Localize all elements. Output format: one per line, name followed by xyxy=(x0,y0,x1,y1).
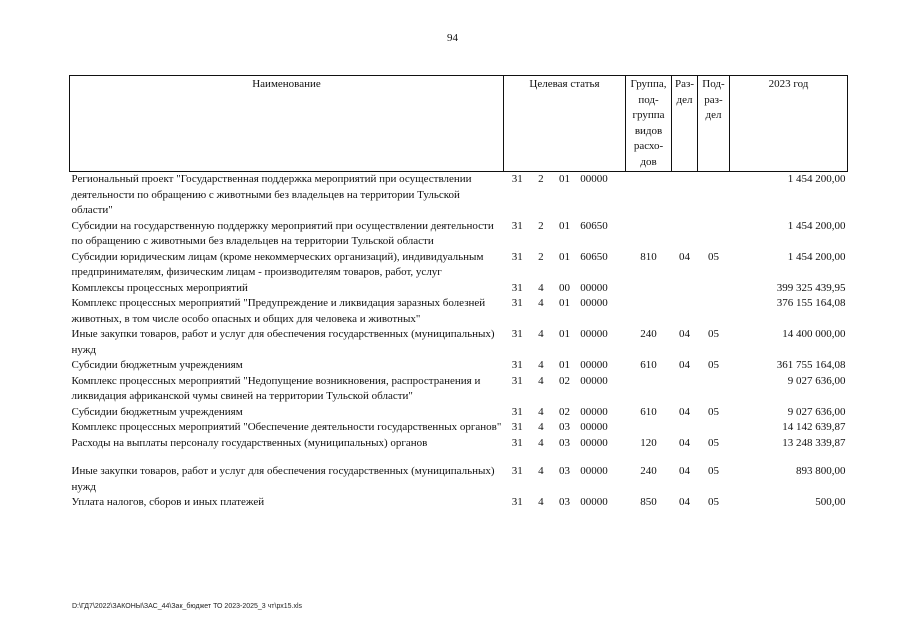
target-article-part-c: 03 xyxy=(558,496,570,508)
table-row xyxy=(70,327,848,358)
row-amount: 14 400 000,00 xyxy=(782,328,846,340)
row-expense-group xyxy=(626,281,672,297)
table-row xyxy=(70,219,848,250)
row-target-article xyxy=(504,358,626,374)
table-row xyxy=(70,358,848,374)
target-article-part-a: 31 xyxy=(511,496,523,508)
table-row xyxy=(70,172,848,219)
target-article-part-d: 00000 xyxy=(580,359,608,371)
row-subsection xyxy=(698,219,730,250)
target-article-part-b: 4 xyxy=(538,297,544,309)
target-article-part-c: 02 xyxy=(558,374,570,387)
table-row xyxy=(70,436,848,465)
row-expense-group xyxy=(626,296,672,327)
row-subsection: 05 xyxy=(708,359,719,371)
target-article-part-b: 2 xyxy=(538,173,544,185)
table-header-row xyxy=(70,76,848,172)
file-path-footer: D:\ГД7\2022\ЗАКОНЫ\ЗАС_44\Зак_бюджет ТО 2023-2025_3 чт\рх15.xls xyxy=(72,603,303,610)
row-section: 04 xyxy=(679,496,690,508)
row-expense-group: 810 xyxy=(640,250,657,263)
target-article-part-d: 00000 xyxy=(580,405,608,418)
row-name: Комплекс процессных мероприятий "Недопущение возникновения, распространения и ликвидация африканской чумы свиней на территории Тульской области" xyxy=(71,374,481,402)
row-subsection xyxy=(698,296,730,327)
row-amount: 9 027 636,00 xyxy=(787,374,846,387)
row-section xyxy=(672,172,698,219)
target-article-part-b: 4 xyxy=(538,328,544,340)
target-article-part-a: 31 xyxy=(511,436,523,449)
target-article-part-d: 00000 xyxy=(580,465,608,477)
target-article-part-c: 00 xyxy=(558,281,570,294)
row-name: Региональный проект "Государственная поддержка мероприятий при осуществлении деятельности по обращению с животными без владельцев на территории Тульской области" xyxy=(71,173,472,216)
row-section: 04 xyxy=(679,436,690,449)
target-article-part-d: 60650 xyxy=(580,250,608,263)
target-article-part-a: 31 xyxy=(511,281,523,294)
row-name: Субсидии на государственную поддержку мероприятий при осуществлении деятельности по обращению с животными без владельцев на территории Тульской области xyxy=(71,219,494,247)
target-article-part-c: 01 xyxy=(558,173,570,185)
row-expense-group: 610 xyxy=(640,405,657,418)
row-expense-group: 610 xyxy=(640,359,657,371)
row-subsection: 05 xyxy=(708,465,719,477)
header-subsection: Под- раз- дел xyxy=(698,76,730,172)
row-target-article xyxy=(504,250,626,281)
row-subsection: 05 xyxy=(708,250,719,263)
target-article-part-b: 4 xyxy=(538,374,544,387)
row-target-article xyxy=(504,327,626,358)
row-amount: 1 454 200,00 xyxy=(787,173,846,185)
table-row xyxy=(70,374,848,405)
table-row xyxy=(70,464,848,495)
row-amount: 893 800,00 xyxy=(796,465,846,477)
row-expense-group: 240 xyxy=(640,328,657,340)
row-name: Комплекс процессных мероприятий "Предупреждение и ликвидация заразных болезней животных, в том числе особо опасных и общих для человека и животных" xyxy=(71,297,486,325)
target-article-part-b: 2 xyxy=(538,250,544,263)
row-target-article xyxy=(504,464,626,495)
page-number: 94 xyxy=(447,32,458,44)
row-section: 04 xyxy=(679,465,690,477)
row-subsection: 05 xyxy=(708,405,719,418)
row-subsection: 05 xyxy=(708,496,719,508)
target-article-part-c: 03 xyxy=(558,465,570,477)
row-name: Комплексы процессных мероприятий xyxy=(71,281,248,294)
row-amount: 1 454 200,00 xyxy=(787,250,846,263)
row-section xyxy=(672,296,698,327)
row-name: Иные закупки товаров, работ и услуг для обеспечения государственных (муниципальных) нужд xyxy=(71,465,495,493)
target-article-part-b: 4 xyxy=(538,421,544,433)
row-section: 04 xyxy=(679,250,690,263)
row-target-article xyxy=(504,405,626,421)
row-subsection xyxy=(698,172,730,219)
row-amount: 13 248 339,87 xyxy=(782,436,846,449)
row-section xyxy=(672,420,698,436)
target-article-part-c: 01 xyxy=(558,219,570,232)
target-article-part-a: 31 xyxy=(511,250,523,263)
table-row xyxy=(70,495,848,511)
row-amount: 1 454 200,00 xyxy=(787,219,846,232)
target-article-part-c: 03 xyxy=(558,436,570,449)
target-article-part-a: 31 xyxy=(511,465,523,477)
target-article-part-c: 01 xyxy=(558,359,570,371)
row-name: Субсидии юридическим лицам (кроме некоммерческих организаций), индивидуальным предпринимателям, физическим лицам - производителям товаров, работ, услуг xyxy=(71,250,484,278)
row-expense-group xyxy=(626,219,672,250)
row-target-article xyxy=(504,219,626,250)
target-article-part-b: 4 xyxy=(538,405,544,418)
table-row xyxy=(70,281,848,297)
target-article-part-d: 00000 xyxy=(580,173,608,185)
table-row xyxy=(70,420,848,436)
target-article-part-b: 2 xyxy=(538,219,544,232)
row-expense-group: 120 xyxy=(640,436,657,449)
target-article-part-b: 4 xyxy=(538,359,544,371)
row-target-article xyxy=(504,281,626,297)
target-article-part-c: 03 xyxy=(558,421,570,433)
row-subsection: 05 xyxy=(708,436,719,449)
row-subsection xyxy=(698,374,730,405)
row-subsection: 05 xyxy=(708,328,719,340)
target-article-part-a: 31 xyxy=(511,173,523,185)
row-name: Расходы на выплаты персоналу государственных (муниципальных) органов xyxy=(71,436,428,449)
row-section xyxy=(672,374,698,405)
row-subsection xyxy=(698,420,730,436)
row-expense-group: 240 xyxy=(640,465,657,477)
target-article-part-d: 00000 xyxy=(580,496,608,508)
row-target-article xyxy=(504,420,626,436)
row-amount: 361 755 164,08 xyxy=(776,359,846,371)
row-section: 04 xyxy=(679,359,690,371)
table-row xyxy=(70,296,848,327)
row-name: Субсидии бюджетным учреждениям xyxy=(71,405,243,418)
table-row xyxy=(70,250,848,281)
target-article-part-a: 31 xyxy=(511,328,523,340)
row-expense-group xyxy=(626,420,672,436)
row-section xyxy=(672,219,698,250)
target-article-part-c: 01 xyxy=(558,297,570,309)
row-expense-group: 850 xyxy=(640,496,657,508)
target-article-part-d: 00000 xyxy=(580,436,608,449)
target-article-part-b: 4 xyxy=(538,281,544,294)
table-row xyxy=(70,405,848,421)
target-article-part-a: 31 xyxy=(511,405,523,418)
target-article-part-b: 4 xyxy=(538,436,544,449)
target-article-part-a: 31 xyxy=(511,219,523,232)
row-target-article xyxy=(504,374,626,405)
row-name: Субсидии бюджетным учреждениям xyxy=(71,359,243,371)
row-amount: 399 325 439,95 xyxy=(776,281,846,294)
row-target-article xyxy=(504,296,626,327)
budget-table xyxy=(69,75,848,511)
row-subsection xyxy=(698,281,730,297)
target-article-part-a: 31 xyxy=(511,297,523,309)
header-year: 2023 год xyxy=(730,76,848,172)
target-article-part-d: 00000 xyxy=(580,281,608,294)
row-amount: 14 142 639,87 xyxy=(782,421,846,433)
row-amount: 9 027 636,00 xyxy=(787,405,846,418)
row-expense-group xyxy=(626,374,672,405)
row-target-article xyxy=(504,436,626,465)
row-section xyxy=(672,281,698,297)
row-section: 04 xyxy=(679,405,690,418)
header-target-article: Целевая статья xyxy=(504,76,626,172)
target-article-part-a: 31 xyxy=(511,421,523,433)
target-article-part-b: 4 xyxy=(538,496,544,508)
target-article-part-a: 31 xyxy=(511,374,523,387)
row-name: Уплата налогов, сборов и иных платежей xyxy=(71,496,265,508)
row-section: 04 xyxy=(679,328,690,340)
target-article-part-d: 00000 xyxy=(580,297,608,309)
header-expense-group: Группа, под- группа видов расхо- дов xyxy=(626,76,672,172)
row-expense-group xyxy=(626,172,672,219)
target-article-part-d: 00000 xyxy=(580,374,608,387)
target-article-part-d: 00000 xyxy=(580,328,608,340)
header-name: Наименование xyxy=(70,76,504,172)
row-name: Иные закупки товаров, работ и услуг для обеспечения государственных (муниципальных) нужд xyxy=(71,328,495,356)
target-article-part-c: 02 xyxy=(558,405,570,418)
target-article-part-a: 31 xyxy=(511,359,523,371)
row-amount: 500,00 xyxy=(815,496,846,508)
target-article-part-d: 60650 xyxy=(580,219,608,232)
row-name: Комплекс процессных мероприятий "Обеспечение деятельности государственных органов" xyxy=(71,421,502,433)
row-amount: 376 155 164,08 xyxy=(776,297,846,309)
target-article-part-d: 00000 xyxy=(580,421,608,433)
target-article-part-c: 01 xyxy=(558,250,570,263)
row-target-article xyxy=(504,495,626,511)
target-article-part-b: 4 xyxy=(538,465,544,477)
row-target-article xyxy=(504,172,626,219)
header-section: Раз- дел xyxy=(672,76,698,172)
target-article-part-c: 01 xyxy=(558,328,570,340)
